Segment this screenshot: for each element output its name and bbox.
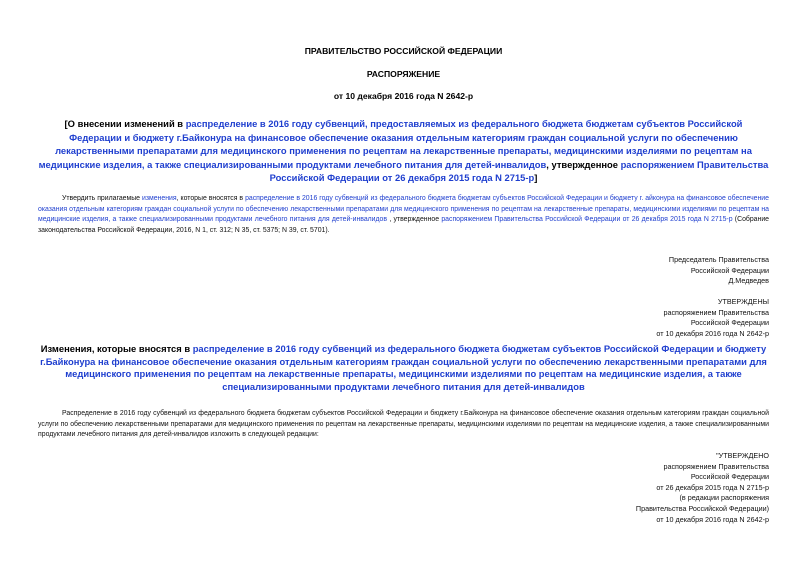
- changes-text: Распределение в 2016 году субвенций из федерального бюджета бюджетам субъектов Российской Федерации и бюджету г.Байконура на финансовое обеспечение оказания отдельным категориям граждан социальной услуги по обеспечению лекарственными препаратами для медицинского применения по рецептам на лекарственные препараты, медицинскими изделиями по рецептам на медицинские изделия, а также специализированными продуктами лечебного питания для детей-инвалидов изложить в следующей редакции:: [38, 410, 769, 438]
- signature-line: Д.Медведев: [728, 276, 769, 286]
- title-text-3: ]: [534, 172, 538, 183]
- approved-redaction-line: распоряжением Правительства: [663, 461, 769, 471]
- approved-line: распоряжением Правительства: [663, 307, 769, 317]
- approved-redaction-line: от 26 декабря 2015 года N 2715-р: [656, 482, 769, 492]
- intro-text-4: (Собрание законодательства Российской Федерации, 2016, N 1, ст. 312; N 35, ст. 5375; N 39, ст. 5701).: [38, 216, 769, 234]
- approved-redaction-line: Российской Федерации: [690, 472, 769, 482]
- approved-block: [656, 297, 769, 339]
- government-heading: ПРАВИТЕЛЬСТВО РОССИЙСКОЙ ФЕДЕРАЦИИ: [304, 46, 503, 56]
- intro-text-2: , которые вносятся в: [176, 195, 246, 202]
- section-text: Изменения, которые вносятся в: [40, 343, 193, 354]
- intro-text-1: Утвердить прилагаемые: [62, 195, 142, 202]
- changes-section-title: [38, 343, 769, 393]
- intro-link-changes[interactable]: изменения: [141, 195, 177, 202]
- intro-link-order-2715[interactable]: распоряжением Правительства Российской Федерации от 26 декабря 2015 года N 2715-р: [441, 216, 733, 223]
- title-text-2: , утвержденное: [546, 158, 621, 170]
- approved-line: УТВЕРЖДЕНЫ: [717, 297, 769, 306]
- signature-line: Российской Федерации: [690, 265, 769, 275]
- approved-redaction-line: от 10 декабря 2016 года N 2642-р: [656, 514, 769, 524]
- title-link-order-2715[interactable]: распоряжением Правительства Российской Федерации от 26 декабря 2015 года N 2715-р: [269, 158, 769, 183]
- approved-line: от 10 декабря 2016 года N 2642-р: [656, 328, 769, 338]
- document-type-heading: РАСПОРЯЖЕНИЕ: [366, 69, 441, 79]
- intro-paragraph: [38, 194, 769, 236]
- title-text-1: [О внесении изменений в: [64, 118, 186, 129]
- approved-redaction-block: [636, 451, 769, 525]
- changes-paragraph: [38, 409, 769, 441]
- approved-redaction-line: "УТВЕРЖДЕНО: [716, 451, 769, 460]
- approved-line: Российской Федерации: [690, 318, 769, 328]
- document-date-number: от 10 декабря 2016 года N 2642-р: [333, 91, 474, 101]
- approved-redaction-line: (в редакции распоряжения: [679, 493, 769, 503]
- approved-redaction-line: Правительства Российской Федерации): [635, 503, 769, 513]
- section-link-distribution[interactable]: распределение в 2016 году субвенций из федерального бюджета бюджетам субъектов Российской Федерации и бюджету г.Байконура на финансовое обеспечение оказания отдельным категориям граждан социальной услуги по обеспечению лекарственными препаратами для медицинского применения по рецептам на лекарственные препараты, медицинскими изделиями по рецептам на медицинские изделия, а также специализированными продуктами лечебного питания для детей-инвалидов: [40, 343, 767, 392]
- signature-block: [669, 255, 769, 287]
- document-title: [38, 117, 769, 185]
- signature-line: Председатель Правительства: [668, 255, 769, 264]
- intro-link-distribution[interactable]: распределение в 2016 году субвенций из федерального бюджета бюджетам субъектов Российской Федерации и бюджету г. айконура на финансовое обеспечение оказания отдельным категориям граждан социальной услуги по обеспечению лекарственными препаратами для медицинского применения по рецептам на лекарственные препараты, медицинскими изделиями по рецептам на медицинские изделия, а также специализированными продуктами лечебного питания для детей-инвалидов: [38, 195, 769, 223]
- intro-text-3: , утвержденное: [387, 216, 442, 223]
- title-link-distribution[interactable]: распределение в 2016 году субвенций, предоставляемых из федерального бюджета бюджетам субъектов Российской Федерации и бюджету г.Байконура на финансовое обеспечение оказания отдельным категориям граждан социальной услуги по обеспечению лекарственными препаратами для медицинского применения по рецептам на лекарственные препараты, медицинскими изделиями по рецептам на медицинские изделия, а также специализированными продуктами лечебного питания для детей-инвалидов: [38, 118, 752, 170]
